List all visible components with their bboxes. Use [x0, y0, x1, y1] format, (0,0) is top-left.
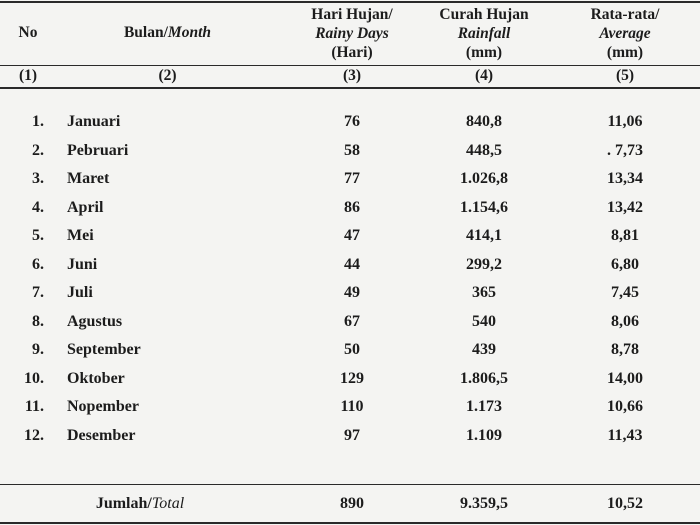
row-rainfall: 1.109: [466, 426, 502, 444]
header-month-id: Bulan/: [123, 24, 168, 41]
row-average: 8,81: [611, 227, 639, 244]
row-rainfall: 1.173: [466, 398, 502, 415]
row-month: Nopember: [67, 398, 139, 415]
total-label-en: Total: [151, 495, 185, 512]
row-average: 14,00: [607, 369, 643, 387]
row-rainfall: 840,8: [466, 113, 502, 130]
row-average: 11,43: [607, 426, 643, 444]
row-average: 13,42: [607, 198, 643, 216]
row-average: . 7,73: [607, 141, 643, 159]
row-rainfall: 1.806,5: [460, 369, 508, 387]
row-number: 1.: [32, 113, 44, 130]
row-rainy-days: 86: [344, 198, 360, 216]
row-rainfall: 439: [472, 341, 496, 358]
header-month-en: Month: [167, 24, 212, 41]
row-average: 8,78: [611, 341, 639, 358]
total-average: 10,52: [607, 495, 643, 512]
header-avg-id: Rata-rata/: [590, 6, 660, 23]
row-month: Pebruari: [67, 141, 129, 159]
row-month: Juni: [67, 255, 98, 273]
colnum-rule: [0, 87, 700, 89]
row-average: 11,06: [607, 113, 643, 130]
total-rainy-days: 890: [340, 495, 364, 512]
colnum-5: (5): [615, 67, 635, 84]
header-average: [555, 5, 695, 62]
colnum-2: (2): [158, 67, 177, 84]
total-label: [40, 495, 240, 513]
row-number: 2.: [32, 141, 44, 159]
row-rainfall: 448,5: [466, 141, 502, 159]
header-rain-en: Rainfall: [457, 25, 511, 42]
header-rainy-id: Hari Hujan/: [311, 6, 393, 23]
header-month: [95, 23, 240, 42]
table-bottom-rule: [0, 522, 700, 524]
header-avg-unit: (mm): [606, 44, 644, 61]
row-rainy-days: 97: [344, 426, 360, 444]
row-number: 9.: [32, 341, 44, 358]
row-number: 4.: [32, 198, 44, 216]
header-rain-id: Curah Hujan: [439, 6, 529, 23]
row-month: Agustus: [67, 312, 123, 330]
row-rainfall: 1.154,6: [460, 198, 508, 216]
row-month: Oktober: [67, 369, 125, 387]
total-label-id: Jumlah/: [95, 495, 152, 512]
row-month: Januari: [67, 113, 121, 130]
row-number: 6.: [32, 255, 44, 273]
row-rainfall: 299,2: [466, 255, 502, 273]
colnum-3: (3): [342, 67, 362, 84]
row-rainy-days: 49: [344, 284, 360, 301]
row-month: September: [67, 341, 141, 358]
row-rainy-days: 47: [344, 227, 360, 244]
row-rainy-days: 129: [340, 369, 364, 387]
header-rainfall: [414, 5, 554, 62]
row-number: 5.: [32, 227, 44, 244]
row-rainy-days: 44: [344, 255, 360, 273]
row-rainy-days: 67: [344, 312, 360, 330]
colnum-4: (4): [474, 67, 494, 84]
row-average: 8,06: [611, 312, 639, 330]
row-month: Desember: [67, 426, 136, 444]
row-month: Juli: [67, 284, 93, 301]
row-average: 7,45: [611, 284, 639, 301]
header-rule: [0, 65, 700, 66]
colnum-1: (1): [18, 67, 38, 84]
row-rainy-days: 76: [344, 113, 360, 130]
table-top-rule: [0, 1, 700, 3]
row-number: 11.: [24, 398, 44, 415]
header-avg-en: Average: [599, 25, 651, 42]
row-month: April: [67, 198, 104, 216]
row-rainfall: 540: [472, 312, 496, 330]
row-number: 10.: [24, 369, 44, 387]
row-rainfall: 414,1: [466, 227, 502, 244]
row-average: 10,66: [607, 398, 643, 415]
row-rainy-days: 58: [344, 141, 360, 159]
total-rainfall: 9.359,5: [460, 495, 508, 512]
row-month: Mei: [67, 227, 94, 244]
row-month: Maret: [67, 170, 110, 187]
row-average: 6,80: [611, 255, 639, 273]
row-average: 13,34: [607, 170, 643, 187]
row-number: 8.: [32, 312, 44, 330]
row-number: 12.: [24, 426, 44, 444]
row-rainy-days: 110: [340, 398, 364, 415]
header-rain-unit: (mm): [465, 44, 503, 61]
row-rainy-days: 50: [344, 341, 360, 358]
header-no: No: [18, 24, 38, 41]
header-rainy-days: [282, 5, 422, 62]
header-rainy-unit: (Hari): [331, 44, 373, 61]
row-rainfall: 1.026,8: [460, 170, 508, 187]
row-number: 7.: [32, 284, 44, 301]
row-number: 3.: [32, 170, 44, 187]
row-rainy-days: 77: [344, 170, 360, 187]
total-rule-top: [0, 484, 700, 485]
row-rainfall: 365: [472, 284, 496, 301]
header-rainy-en: Rainy Days: [315, 25, 389, 42]
